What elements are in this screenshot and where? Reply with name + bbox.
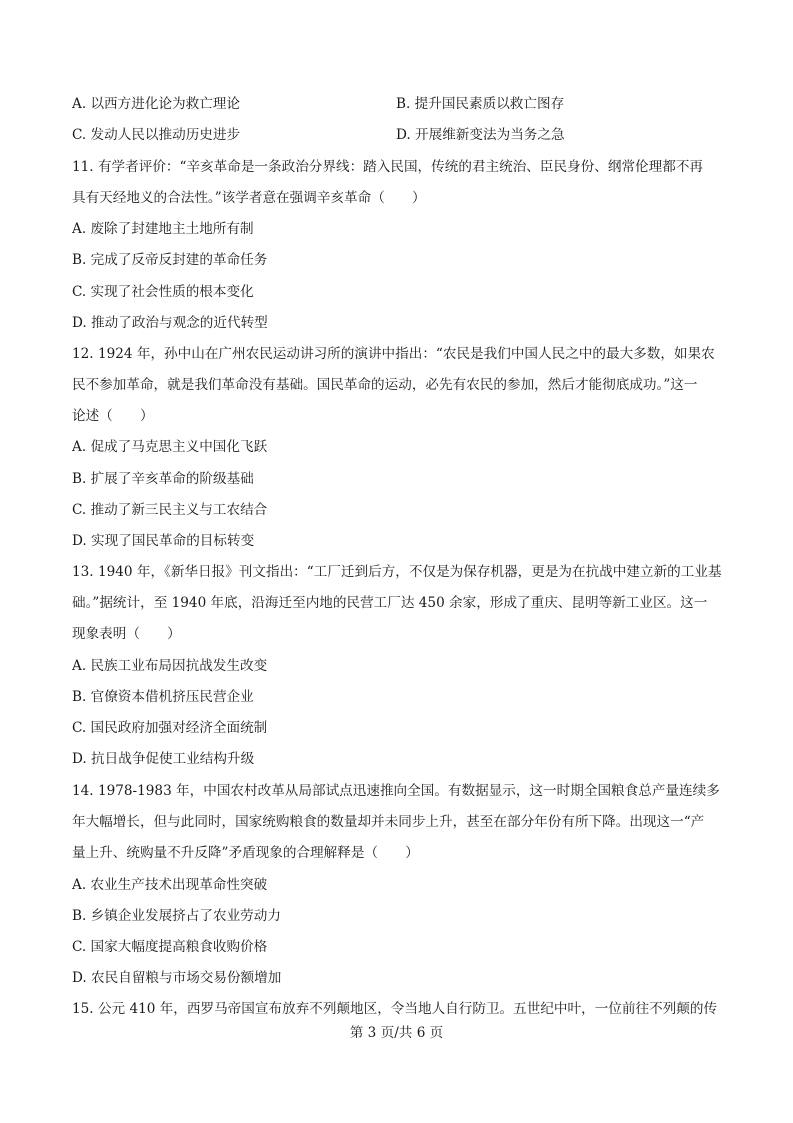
q13-option-a: A. 民族工业布局因抗战发生改变 <box>72 658 268 674</box>
q13-option-c: C. 国民政府加强对经济全面统制 <box>72 720 268 736</box>
page-number: 第 3 页/共 6 页 <box>349 1025 444 1041</box>
q11-option-b: B. 完成了反帝反封建的革命任务 <box>72 252 268 268</box>
q12-option-a: A. 促成了马克思主义中国化飞跃 <box>72 439 268 455</box>
q12-option-b: B. 扩展了辛亥革命的阶级基础 <box>72 471 254 487</box>
q12-stem-line-1: 12. 1924 年，孙中山在广州农民运动讲习所的演讲中指出：“农民是我们中国人民之中的最大多数，如果农 <box>72 346 715 362</box>
q14-stem-line-2: 年大幅增长，但与此同时，国家统购粮食的数量却并未同步上升，甚至在部分年份有所下降。出现这一“产 <box>72 814 705 830</box>
q10-option-d: D. 开展维新变法为当务之急 <box>396 127 565 143</box>
q12-option-c: C. 推动了新三民主义与工农结合 <box>72 502 268 518</box>
q14-stem-line-3: 量上升、统购量不升反降”矛盾现象的合理解释是（ ） <box>72 845 419 861</box>
q15-stem-line-1: 15. 公元 410 年，西罗马帝国宣布放弃不列颠地区，令当地人自行防卫。五世纪中叶，一位前往不列颠的传 <box>72 1001 718 1017</box>
q14-stem-line-1: 14. 1978-1983 年，中国农村改革从局部试点迅速推向全国。有数据显示，这一时期全国粮食总产量连续多 <box>72 783 720 799</box>
q11-stem-line-1: 11. 有学者评价：“辛亥革命是一条政治分界线：踏入民国，传统的君主统治、臣民身份、纲常伦理都不再 <box>72 159 704 175</box>
q14-option-b: B. 乡镇企业发展挤占了农业劳动力 <box>72 908 281 924</box>
q10-option-b: B. 提升国民素质以救亡图存 <box>396 96 565 112</box>
q10-option-a: A. 以西方进化论为救亡理论 <box>72 96 240 112</box>
q13-stem-line-3: 现象表明（ ） <box>72 626 181 642</box>
q12-option-d: D. 实现了国民革命的目标转变 <box>72 533 255 549</box>
q11-option-d: D. 推动了政治与观念的近代转型 <box>72 315 268 331</box>
q11-stem-line-2: 具有天经地义的合法性。”该学者意在强调辛亥革命（ ） <box>72 190 426 206</box>
q12-stem-line-2: 民不参加革命，就是我们革命没有基础。国民革命的运动，必先有农民的参加，然后才能彻底成功。”这一 <box>72 377 698 393</box>
q13-option-d: D. 抗日战争促使工业结构升级 <box>72 751 255 767</box>
q13-stem-line-1: 13. 1940 年，《新华日报》刊文指出：“工厂迁到后方，不仅是为保存机器，更是为在抗战中建立新的工业基 <box>72 564 722 580</box>
q13-stem-line-2: 础。”据统计，至 1940 年底，沿海迁至内地的民营工厂达 450 余家，形成了重庆、昆明等新工业区。这一 <box>72 595 708 611</box>
q10-option-c: C. 发动人民以推动历史进步 <box>72 127 241 143</box>
q11-option-c: C. 实现了社会性质的根本变化 <box>72 284 254 300</box>
q12-stem-line-3: 论述（ ） <box>72 408 154 424</box>
q14-option-a: A. 农业生产技术出现革命性突破 <box>72 877 268 893</box>
q13-option-b: B. 官僚资本借机挤压民营企业 <box>72 689 254 705</box>
q14-option-d: D. 农民自留粮与市场交易份额增加 <box>72 970 282 986</box>
q11-option-a: A. 废除了封建地主土地所有制 <box>72 221 254 237</box>
q14-option-c: C. 国家大幅度提高粮食收购价格 <box>72 939 268 955</box>
